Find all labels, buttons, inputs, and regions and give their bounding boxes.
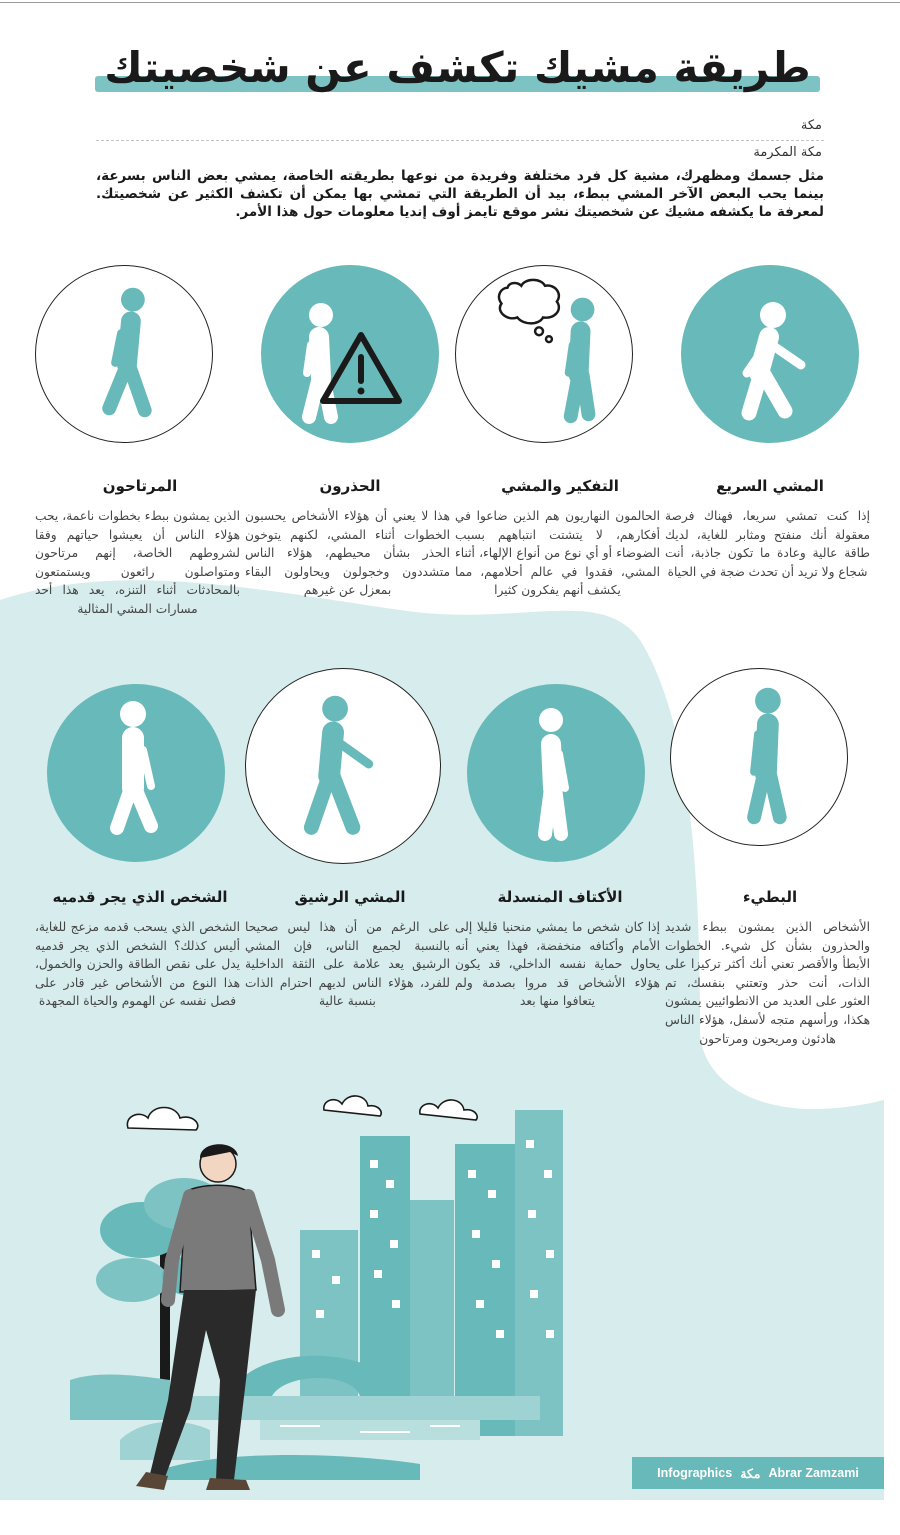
card-title: الأكتاف المنسدلة (497, 888, 623, 906)
footer-infographics-label: Infographics (657, 1466, 733, 1480)
card-text: إذا كنت تمشي سريعا، فهناك فرصة معقولة أنك منفتح ومثابر للغاية، لديك طاقة عالية وعادة ما تكون جاذبة، أنت شجاع ولا تريد أن تحدث ضجة في الحياة (665, 509, 870, 579)
card-text: الأشخاص الذين يمشون ببطء شديد والحذرون بشأن كل شيء. الخطوات الأبطأ والأقصر تعني أنك أكثر تركيزا على الذات، أنت حذر وتعتني بنفسك، تم العثور على العديد من الانطوائيين يمشون هكذا، ورأسهم متجه لأسفل، هؤلاء الناس هادئون ومريحون ومرتاحون (665, 920, 870, 1046)
graceful-walker-icon (246, 669, 440, 863)
card-text: الذين يمشون ببطء بخطوات ناعمة، يحب هؤلاء الناس أن يعيشوا حياتهم وفقا لشروطهم الخاصة، إنهم مرتاحون ومتواصلون رائعون ويستمتعون بالمحادثات أثناء التنزه، يعد هذا أحد مسارات المشي المثالية (35, 509, 240, 616)
card-title: المشي السريع (716, 477, 824, 495)
cautious-walker-icon (261, 265, 439, 443)
card-text: على الرغم من أن هذا ليس صحيحا بالنسبة لجميع الناس، فإن المشي الرشيق يعد علامة على الثقة الداخلية للفرد، هؤلاء الناس لديهم احترام الذات بنسبة عالية (245, 920, 450, 1009)
card-text: الحالمون النهاريون هم الذين ضاعوا في أفكارهم، لا يتشتت انتباههم بسبب الضوضاء أو أي نوع من أنواع الإلهاء، أثناء المشي، فقدوا في عالم أحلامهم، مما يكشف أنهم يفكرون كثيرا (455, 509, 660, 598)
fast-walker-icon (681, 265, 859, 443)
page-title: طريقة مشيك تكشف عن شخصيتك (104, 43, 811, 92)
makkah-logo-icon: مكة (740, 1466, 761, 1481)
meta-divider (96, 140, 824, 141)
relaxed-walker-icon (36, 266, 212, 442)
footer-credit-bar (632, 1457, 884, 1489)
foot-dragger-icon (47, 684, 225, 862)
circle-fast-walk (681, 265, 859, 443)
card-title: البطيء (742, 888, 798, 906)
city-walk-illustration (60, 1080, 620, 1520)
card-text: هذا لا يعني أن هؤلاء الأشخاص يحسبون الخطوات أثناء المشي، لكنهم يتوخون الحذر بشأن محيطهم، هؤلاء الناس متشددون وخجولون ويحاولون البقاء بمعزل عن غيرهم (245, 509, 450, 598)
circle-drooping-shoulders (467, 684, 645, 862)
meta-city: مكة (800, 118, 822, 133)
meta-region: مكة المكرمة (753, 145, 822, 160)
card-title: الحذرون (319, 477, 381, 495)
circle-relaxed (35, 265, 213, 443)
card-title: الشخص الذي يجر قدميه (52, 888, 228, 906)
intro-paragraph: مثل جسمك ومظهرك، مشية كل فرد مختلفة وفريدة من نوعها بطريقته الخاصة، يمشي بعض الناس بسرعة، بينما يحب البعض الآخر المشي ببطء، بيد أن الطريقة التي تمشي بها يمكن أن تكشف الكثير عن شخصيتك. لمعرفة ما يكشفه مشيك عن شخصيتك نشر موقع تايمز أوف إنديا معلومات حول هذا الأمر. (96, 168, 824, 220)
card-title: المرتاحون (102, 477, 178, 495)
thinking-walker-icon (456, 266, 632, 442)
slow-walker-icon (671, 669, 847, 845)
buildings (300, 1110, 563, 1436)
circle-foot-dragger (47, 684, 225, 862)
circle-graceful-walk (245, 668, 441, 864)
circle-cautious (261, 265, 439, 443)
drooping-walker-icon (467, 684, 645, 862)
card-text: الشخص الذي يسحب قدمه مزعج للغاية، أليس كذلك؟ الشخص الذي يجر قدميه يدل على نقص الطاقة والحزن والخمول، هذا النوع من الأشخاص غير قادر على فصل نفسه عن الهموم والحياة المجهدة (35, 920, 240, 1009)
circle-slow (670, 668, 848, 846)
card-title: المشي الرشيق (294, 888, 406, 906)
card-title: التفكير والمشي (501, 477, 619, 495)
circle-thinking-walk (455, 265, 633, 443)
card-text: إذا كان شخص ما يمشي منحنيا قليلا إلى الأمام وأكتافه منخفضة، فهذا يعني أنه يحاول حماية نفسه الداخلي، قد يكون هؤلاء الأشخاص قد مروا بصدمة ولم يتعافوا منها بعد (455, 920, 660, 1009)
cloud-icon (127, 1096, 477, 1130)
title-block (95, 40, 820, 100)
footer-author: Abrar Zamzami (768, 1466, 859, 1480)
